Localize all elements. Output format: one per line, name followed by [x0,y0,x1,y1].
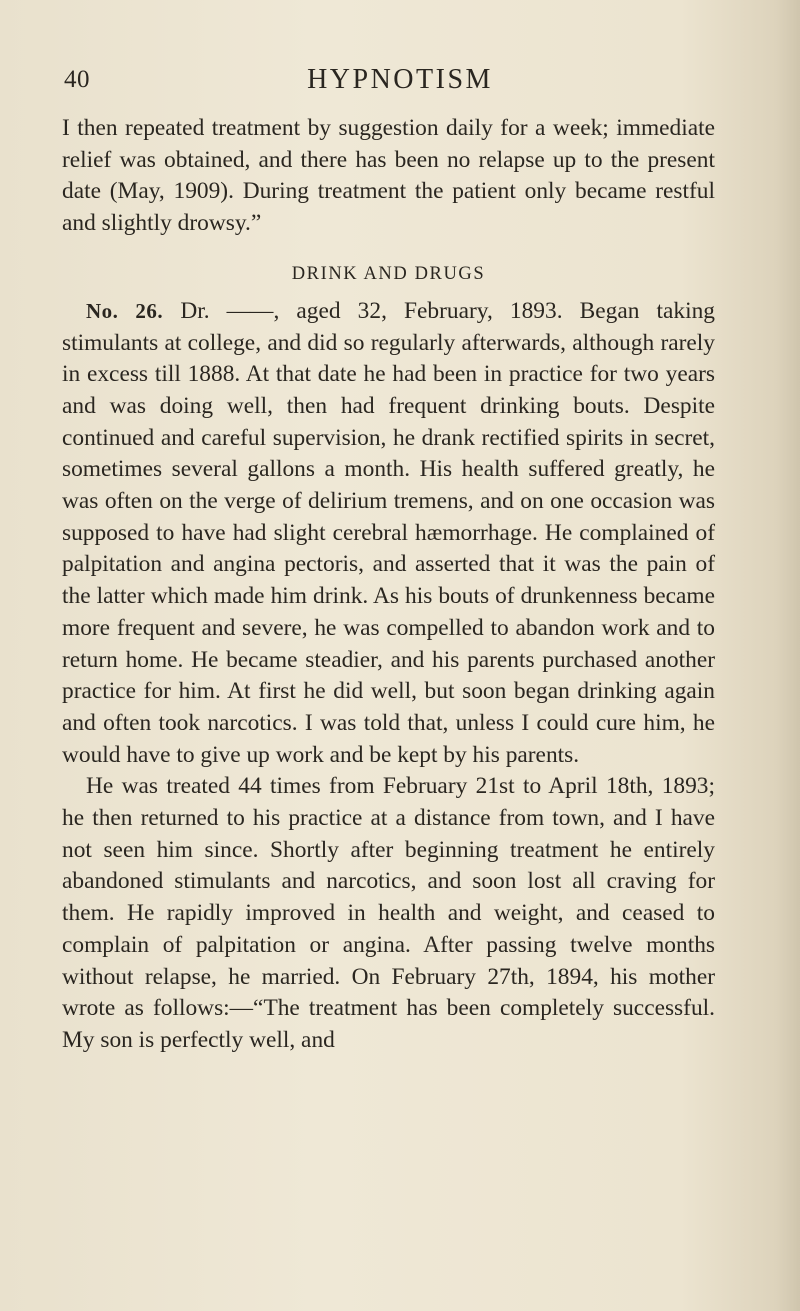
paragraph-continued: I then repeated treatment by suggestion daily for a week; immediate relief was obtained, and there has been no relapse up to the present date (May, 1909). During treatment the patient only became restful and slightly drowsy.” [62,115,715,237]
case-intro-text: Dr. ——, aged 32, February, 1893. Began taking stimulants at college, and did so regularly afterwards, although rarely in excess till 1888. At that date he had been in practice for two years and was doing well, then had frequent drinking bouts. Despite continued and careful supervision, he drank rectified spirits in secret, sometimes several gallons a month. His health suffered greatly, he was often on the verge of delirium tremens, and on one occasion was supposed to have had slight cerebral hæmorrhage. He complained of palpitation and angina pectoris, and asserted that it was the pain of the latter which made him drink. As his bouts of drunkenness became more frequent and severe, he was compelled to abandon work and to return home. He became steadier, and his parents purchased another practice for him. At first he did well, but soon began drinking again and often took narcotics. I was told that, unless I could cure him, he would have to give up work and be kept by his parents. [62,297,715,768]
running-head: HYPNOTISM [307,64,493,95]
case-number: No. 26. [86,298,164,323]
body-text [62,113,715,1057]
treatment-paragraph: He was treated 44 times from February 21st to April 18th, 1893; he then returned to his practice at a distance from town, and I have not seen him since. Shortly after beginning treatment he entirely abandoned stimulants and narcotics, and soon lost all craving for them. He rapidly improved in health and weight, and ceased to complain of palpitation or angina. After passing twelve months without relapse, he married. On February 27th, 1894, his mother wrote as follows:—“The treatment has been completely successful. My son is perfectly well, and [62,773,715,1053]
case-paragraph [62,296,715,772]
section-heading: DRINK AND DRUGS [291,263,486,284]
page-number: 40 [64,66,90,93]
page-header [0,62,800,102]
